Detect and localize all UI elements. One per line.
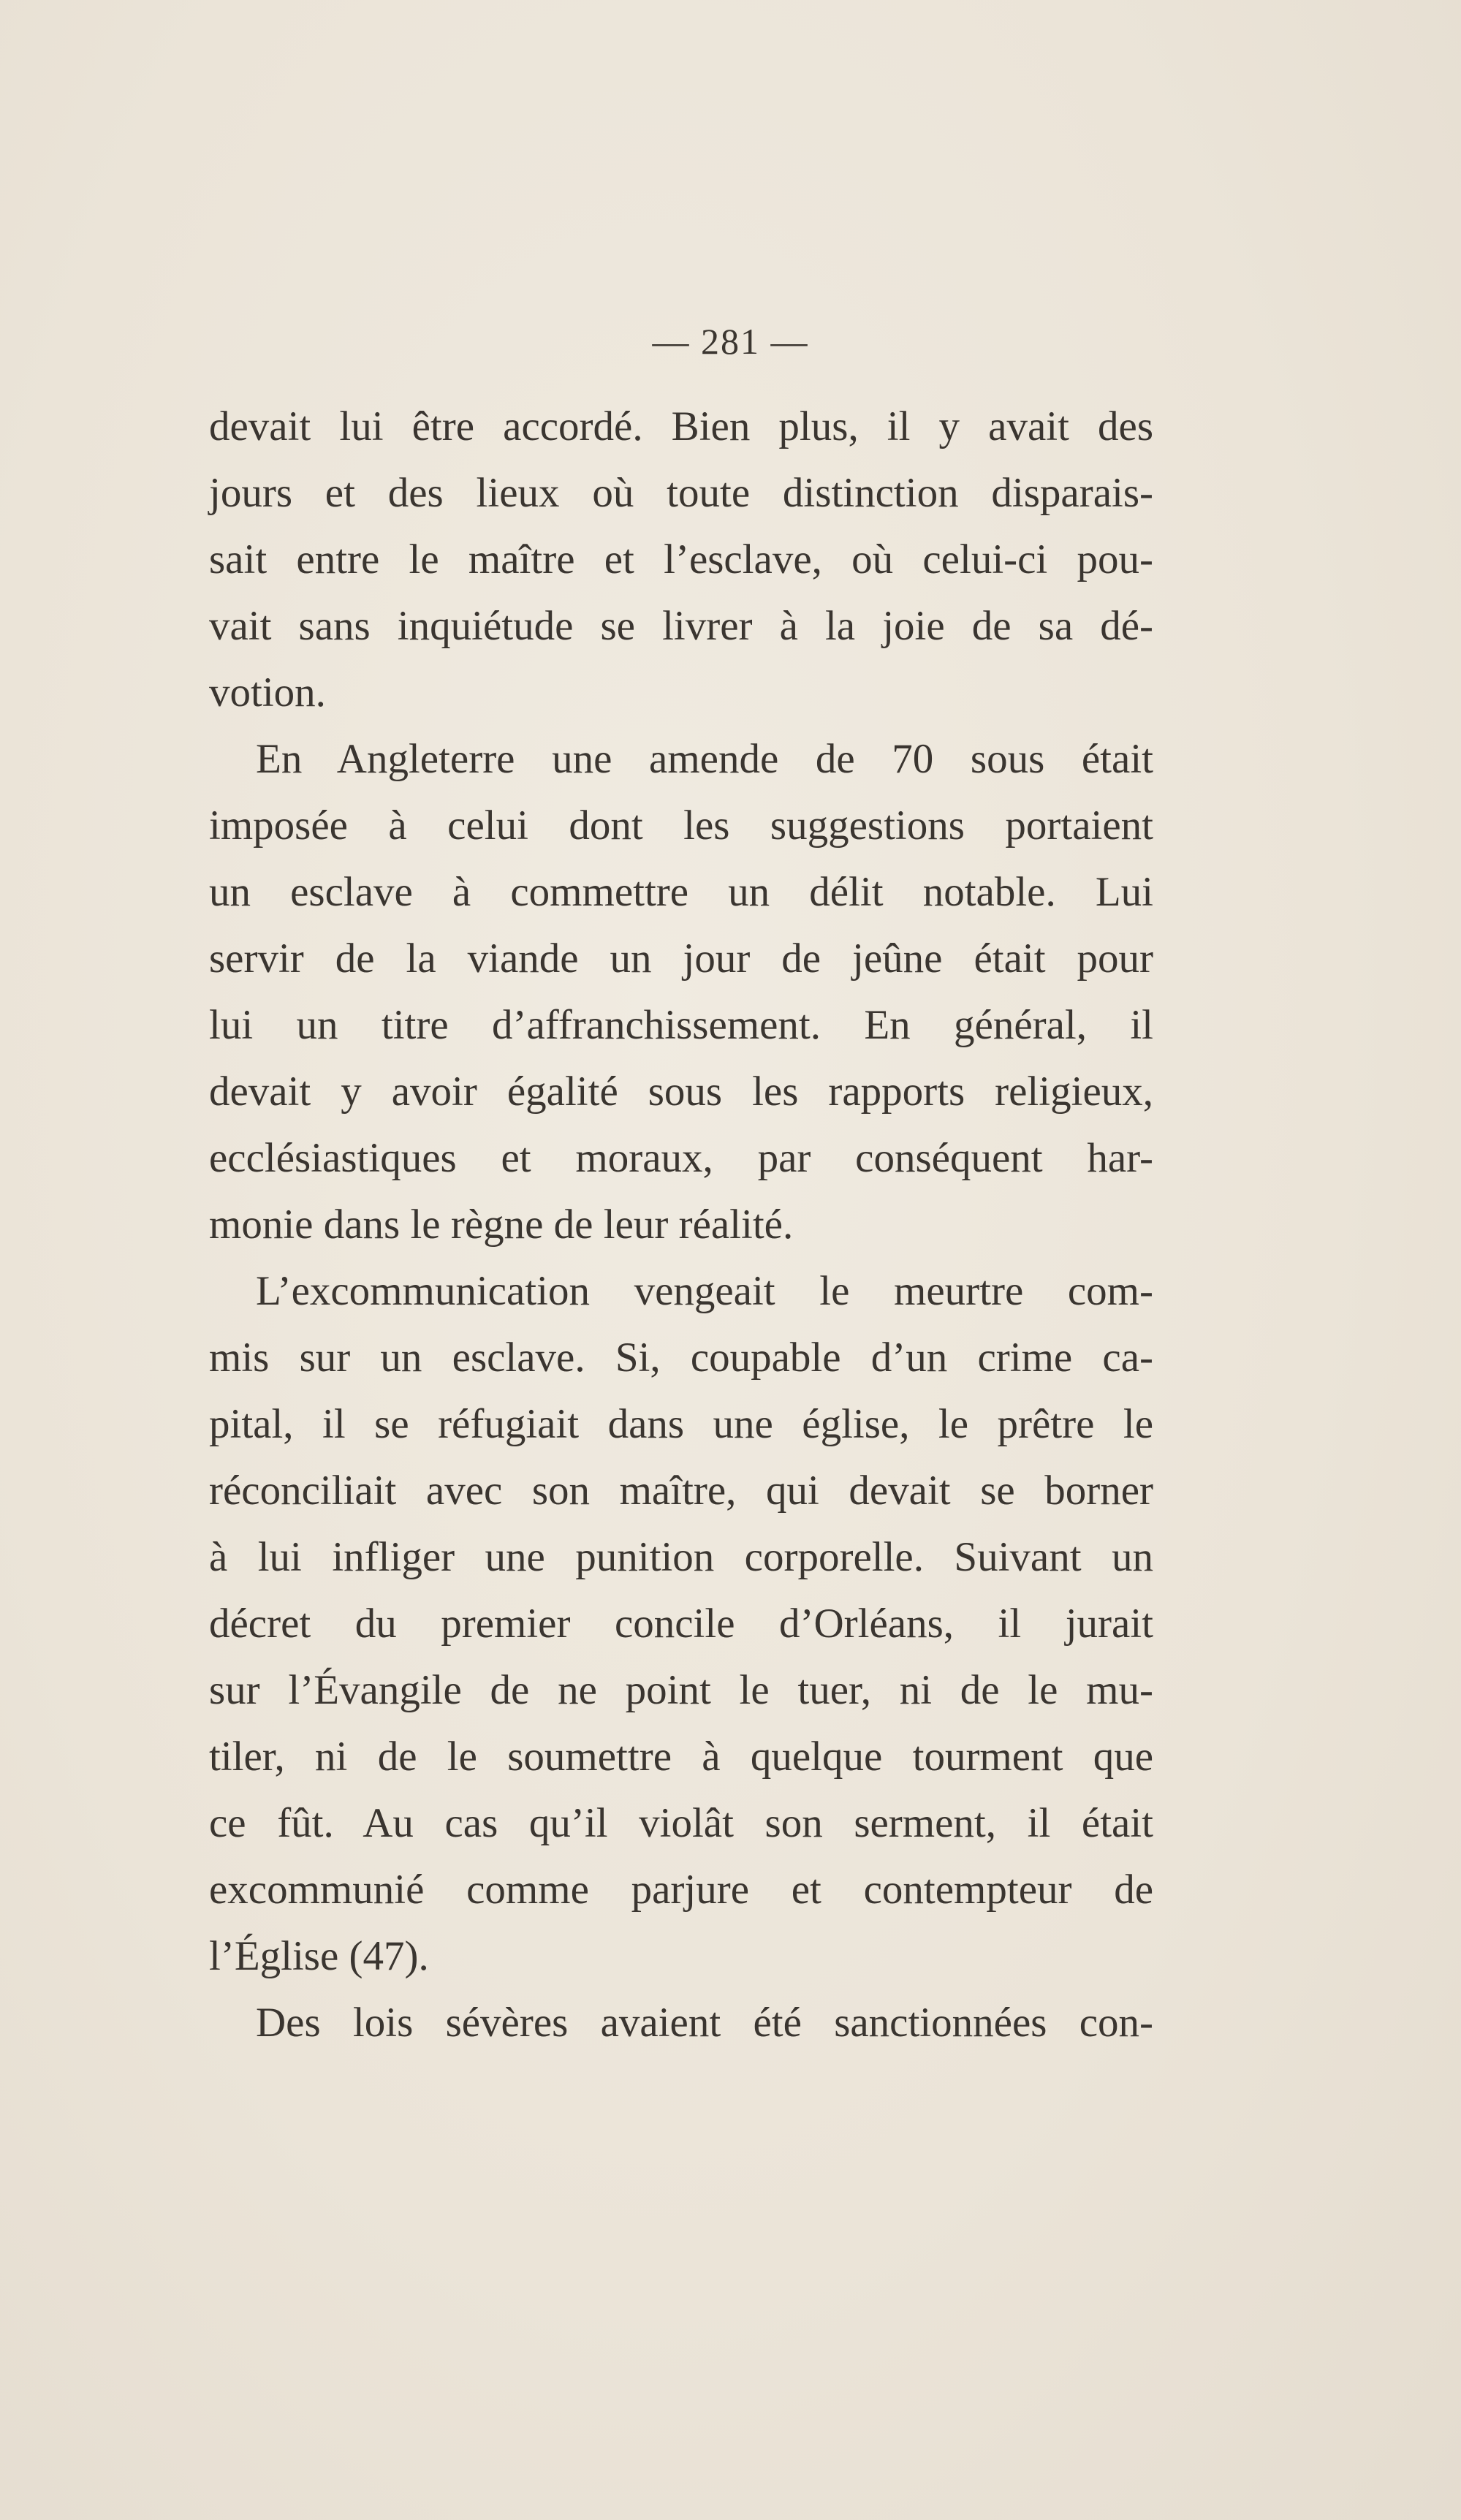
text-line: sait entre le maître et l’esclave, où celui-ci pou- <box>209 536 1153 582</box>
text-line: devait y avoir égalité sous les rapports religieux, <box>209 1069 1153 1115</box>
text-line: excommunié comme parjure et contempteur de <box>209 1867 1153 1913</box>
text-line: monie dans le règne de leur réalité. <box>209 1202 794 1248</box>
text-line: mis sur un esclave. Si, coupable d’un crime ca- <box>209 1335 1153 1381</box>
text-line: pital, il se réfugiait dans une église, le prêtre le <box>209 1401 1153 1447</box>
text-line: servir de la viande un jour de jeûne était pour <box>209 935 1153 982</box>
page-number-header: — 281 — <box>652 321 809 362</box>
text-line: devait lui être accordé. Bien plus, il y avait des <box>209 403 1153 449</box>
text-line: tiler, ni de le soumettre à quelque tourment que <box>209 1734 1153 1780</box>
text-line: En Angleterre une amende de 70 sous était <box>256 736 1153 782</box>
text-line: à lui infliger une punition corporelle. Suivant un <box>209 1534 1153 1580</box>
text-line: ce fût. Au cas qu’il violât son serment, il était <box>209 1800 1153 1846</box>
text-line: vait sans inquiétude se livrer à la joie de sa dé- <box>209 603 1153 649</box>
text-line: décret du premier concile d’Orléans, il jurait <box>209 1601 1153 1647</box>
text-line: lui un titre d’affranchissement. En général, il <box>209 1002 1153 1048</box>
text-line: votion. <box>209 669 326 716</box>
body-text <box>209 393 1153 2056</box>
text-line: L’excommunication vengeait le meurtre com- <box>256 1268 1153 1314</box>
text-line: l’Église (47). <box>209 1933 429 1979</box>
text-line: imposée à celui dont les suggestions portaient <box>209 802 1153 849</box>
text-line: Des lois sévères avaient été sanctionnées con- <box>256 2000 1153 2046</box>
text-line: réconciliait avec son maître, qui devait se borner <box>209 1468 1153 1514</box>
text-line: ecclésiastiques et moraux, par conséquent har- <box>209 1135 1153 1181</box>
text-line: un esclave à commettre un délit notable. Lui <box>209 869 1153 915</box>
text-line: jours et des lieux où toute distinction disparais- <box>209 470 1153 516</box>
text-line: sur l’Évangile de ne point le tuer, ni de le mu- <box>209 1667 1153 1713</box>
